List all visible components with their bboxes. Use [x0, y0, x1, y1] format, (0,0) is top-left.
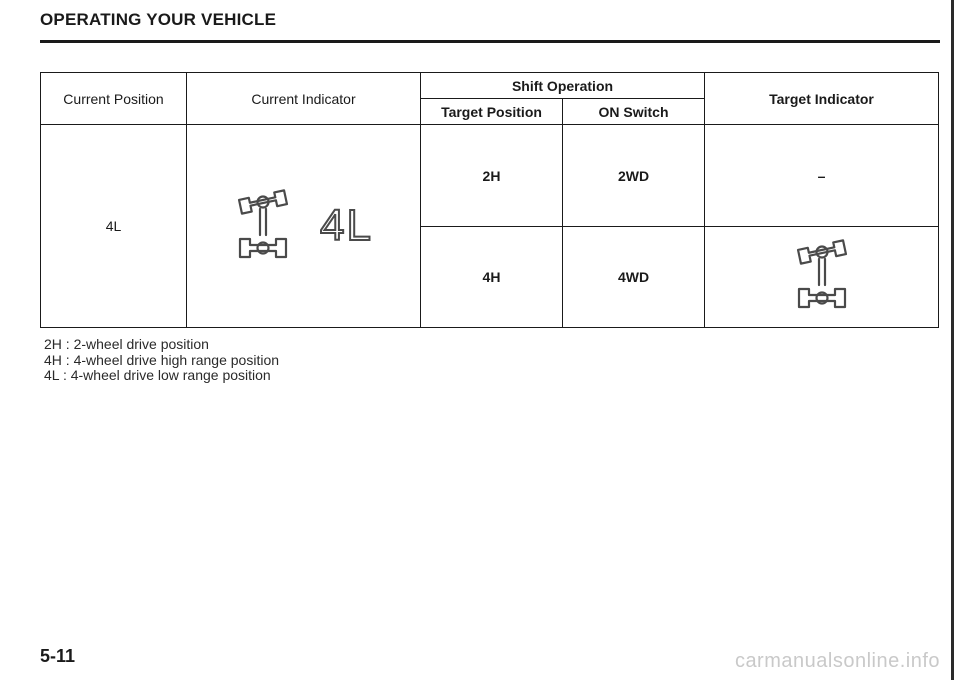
header-current-indicator: Current Indicator	[187, 73, 421, 125]
header-shift-operation: Shift Operation	[421, 73, 705, 99]
legend-4l: 4L : 4-wheel drive low range position	[44, 367, 271, 383]
legend-4h: 4H : 4-wheel drive high range position	[44, 351, 280, 368]
header-on-switch: ON Switch	[563, 99, 705, 125]
target-indicator-none: –	[705, 125, 939, 227]
header-divider	[40, 40, 940, 43]
legend	[44, 337, 279, 384]
on-switch-2wd: 2WD	[563, 125, 705, 227]
target-position-2h: 2H	[421, 125, 563, 227]
current-indicator-text: 4L	[320, 201, 373, 250]
4wd-drivetrain-icon	[793, 235, 851, 317]
page-edge-line	[951, 0, 954, 680]
shift-operation-table	[40, 72, 939, 328]
watermark: carmanualsonline.info	[734, 650, 940, 672]
header-current-position: Current Position	[41, 73, 187, 125]
target-position-4h: 4H	[421, 227, 563, 328]
4wd-drivetrain-icon	[234, 185, 292, 267]
on-switch-4wd: 4WD	[563, 227, 705, 328]
current-position-cell: 4L	[41, 125, 187, 328]
page-title: OPERATING YOUR VEHICLE	[40, 10, 277, 29]
legend-2h: 2H : 2-wheel drive position	[44, 336, 209, 352]
current-indicator-cell	[187, 125, 421, 328]
target-indicator-4wd-cell	[705, 227, 939, 328]
page-number: 5-11	[40, 646, 76, 666]
header-target-indicator: Target Indicator	[705, 73, 939, 125]
header-target-position: Target Position	[421, 99, 563, 125]
